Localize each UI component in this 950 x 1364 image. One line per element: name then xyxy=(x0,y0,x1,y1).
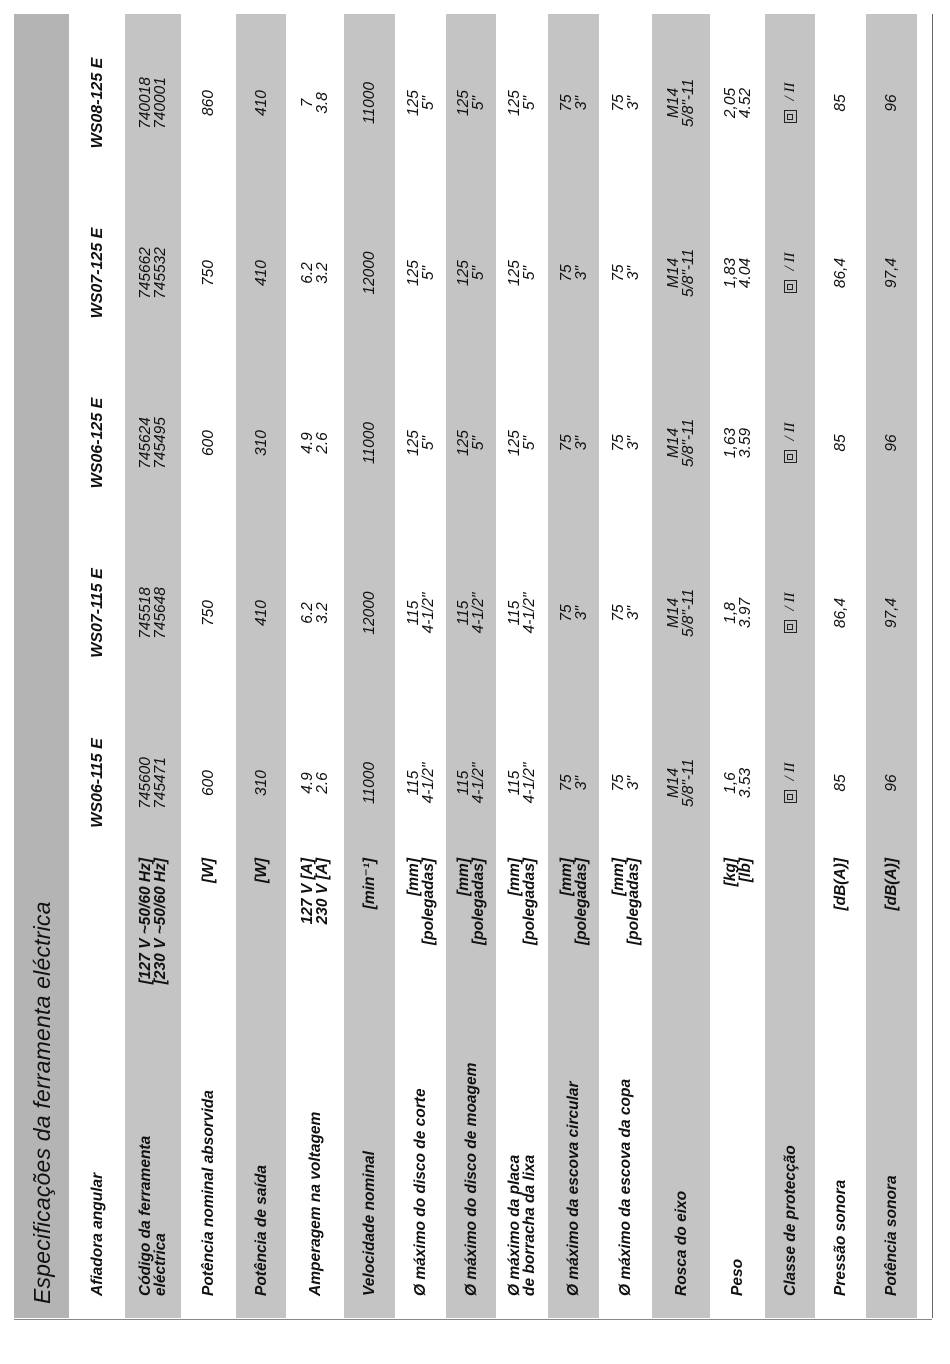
spec-value-line: M14 xyxy=(665,767,682,799)
spec-value-line: 745600 xyxy=(137,757,154,809)
spec-value-line: 115 xyxy=(455,600,472,626)
spec-value xyxy=(181,698,236,868)
spec-unit xyxy=(548,858,599,1013)
spec-value xyxy=(344,18,395,188)
spec-value-line: 11000 xyxy=(361,82,378,124)
spec-value xyxy=(815,358,866,528)
spec-value-line: 6.2 xyxy=(299,262,316,284)
spec-value-line: 2,05 xyxy=(721,87,739,119)
spec-value-line: 5" xyxy=(521,435,538,451)
spec-value xyxy=(236,18,286,188)
spec-value-line: 3" xyxy=(572,775,590,791)
spec-value-line: 2.6 xyxy=(314,772,331,794)
spec-value-line: 5/8"-11 xyxy=(680,418,697,468)
spec-value xyxy=(286,18,344,188)
spec-value xyxy=(710,188,765,358)
spec-value-line: 97,4 xyxy=(883,597,900,629)
spec-value-line: 5/8"-11 xyxy=(680,758,697,808)
spec-value-line: 4.52 xyxy=(736,87,754,119)
spec-unit-line: [polegadas] xyxy=(624,858,642,945)
spec-label-line: Ø máximo da placa xyxy=(506,1154,523,1296)
spec-unit xyxy=(815,858,866,1013)
spec-value-line: 3.97 xyxy=(736,597,754,629)
spec-value-line: M14 xyxy=(665,427,682,459)
spec-value-line: 115 xyxy=(455,770,472,796)
spec-value xyxy=(344,188,395,358)
spec-value-line: 3.53 xyxy=(736,767,754,799)
spec-value xyxy=(652,188,710,358)
model-header xyxy=(69,358,125,528)
spec-value-line: 75 xyxy=(557,94,575,112)
spec-value-line: 1,8 xyxy=(721,602,739,624)
spec-value xyxy=(599,188,652,358)
spec-label-line: Potência sonora xyxy=(883,1175,900,1296)
spec-value xyxy=(652,698,710,868)
spec-value xyxy=(866,358,917,528)
spec-value xyxy=(765,528,815,698)
spec-value xyxy=(236,188,286,358)
spec-value xyxy=(815,188,866,358)
spec-label-line: Rosca do eixo xyxy=(672,1190,690,1296)
spec-row xyxy=(548,14,599,1318)
spec-value xyxy=(125,358,181,528)
spec-unit xyxy=(286,858,344,1013)
spec-value xyxy=(496,528,548,698)
spec-unit-line: [polegadas] xyxy=(419,858,437,945)
spec-value xyxy=(446,698,496,868)
spec-unit xyxy=(599,858,652,1013)
spec-value xyxy=(446,528,496,698)
spec-value-line: 3" xyxy=(572,265,590,281)
spec-value xyxy=(652,18,710,188)
spec-unit xyxy=(181,858,236,1013)
spec-value-line: 75 xyxy=(557,434,575,452)
spec-value-line: 4-1/2" xyxy=(470,592,487,634)
spec-value-line: 4.9 xyxy=(299,772,316,794)
spec-value xyxy=(446,18,496,188)
spec-value-line: 5" xyxy=(470,95,487,111)
spec-value xyxy=(652,358,710,528)
model-name: WS07-125 E xyxy=(88,227,106,319)
spec-value-line: 75 xyxy=(557,774,575,792)
bottom-border-line xyxy=(14,1319,932,1320)
spec-value xyxy=(395,188,446,358)
spec-value xyxy=(548,528,599,698)
spec-value xyxy=(815,698,866,868)
model-header xyxy=(69,698,125,868)
spec-value-line: 115 xyxy=(506,770,523,796)
spec-label-line: Potência nominal absorvida xyxy=(200,1090,217,1296)
spec-value-line: 600 xyxy=(200,430,217,456)
spec-unit-line: [127 V ~50/60 Hz] xyxy=(137,858,154,985)
spec-value xyxy=(548,18,599,188)
spec-row xyxy=(446,14,496,1318)
spec-row xyxy=(866,14,917,1318)
model-header-row xyxy=(69,14,125,1318)
spec-label-line: Peso xyxy=(729,1258,746,1296)
spec-unit-line: [dB(A)] xyxy=(883,858,900,911)
spec-value-line: 125 xyxy=(506,90,523,116)
spec-unit-line: [W] xyxy=(200,858,217,883)
spec-value xyxy=(599,358,652,528)
spec-unit-line: [W] xyxy=(252,858,270,883)
spec-row xyxy=(815,14,866,1318)
spec-value xyxy=(765,698,815,868)
spec-value-line: 3.8 xyxy=(314,92,331,114)
spec-value-line: 5" xyxy=(521,265,538,281)
spec-value-line: 740001 xyxy=(152,77,169,129)
spec-unit-line: [lb] xyxy=(736,858,754,883)
protection-class xyxy=(783,763,798,804)
protection-class-text: / II xyxy=(781,82,798,101)
spec-label-line: Ø máximo do disco de corte xyxy=(412,1088,429,1296)
spec-value-line: 5/8"-11 xyxy=(680,588,697,638)
spec-value xyxy=(395,528,446,698)
spec-value-line: 97,4 xyxy=(883,257,900,289)
spec-unit-line: [mm] xyxy=(506,858,523,896)
spec-value xyxy=(344,528,395,698)
spec-value-line: 3" xyxy=(624,265,642,281)
spec-value xyxy=(125,188,181,358)
spec-value xyxy=(710,698,765,868)
spec-value-line: 410 xyxy=(252,600,270,626)
spec-value-line: 3.2 xyxy=(314,602,331,624)
spec-value-line: 745532 xyxy=(152,247,169,299)
spec-value-line: 3" xyxy=(624,435,642,451)
spec-unit-line: [230 V ~50/60 Hz] xyxy=(152,858,169,985)
spec-unit-line: [min⁻¹] xyxy=(361,858,378,910)
spec-value-line: 75 xyxy=(557,604,575,622)
spec-value-line: 75 xyxy=(609,774,627,792)
protection-class xyxy=(783,253,798,294)
protection-class-text: / II xyxy=(781,762,798,781)
spec-value xyxy=(815,528,866,698)
spec-value-line: 75 xyxy=(609,264,627,282)
double-insulation-icon xyxy=(784,280,797,293)
spec-label-line: Amperagem na voltagem xyxy=(306,1111,324,1296)
spec-unit-line: [kg] xyxy=(721,858,739,887)
spec-value xyxy=(496,698,548,868)
spec-value xyxy=(125,528,181,698)
model-header xyxy=(69,18,125,188)
spec-value-line: 3" xyxy=(624,605,642,621)
spec-value xyxy=(181,528,236,698)
spec-value xyxy=(344,358,395,528)
spec-value-line: M14 xyxy=(665,87,682,119)
spec-unit xyxy=(125,858,181,1013)
spec-value-line: 125 xyxy=(455,90,472,116)
spec-value-line: 5" xyxy=(419,435,437,451)
spec-value xyxy=(125,18,181,188)
spec-value xyxy=(446,358,496,528)
spec-value xyxy=(286,358,344,528)
spec-value xyxy=(496,188,548,358)
spec-value-line: 4-1/2" xyxy=(419,592,437,634)
spec-value xyxy=(710,528,765,698)
protection-class-text: / II xyxy=(781,252,798,271)
spec-value-line: 3" xyxy=(572,95,590,111)
spec-value-line: 3" xyxy=(572,605,590,621)
spec-label-line: Ø máximo do disco de moagem xyxy=(462,1062,480,1296)
spec-value-line: 4-1/2" xyxy=(521,592,538,634)
spec-label xyxy=(652,866,710,1296)
spec-value-line: 3" xyxy=(624,775,642,791)
spec-value-line: 740018 xyxy=(137,77,154,129)
spec-unit xyxy=(446,858,496,1013)
spec-label-line: eléctrica xyxy=(152,1233,169,1296)
model-header xyxy=(69,188,125,358)
spec-value-line: 75 xyxy=(557,264,575,282)
spec-row xyxy=(344,14,395,1318)
spec-unit-line: [polegadas] xyxy=(572,858,590,945)
spec-value-line: 860 xyxy=(200,90,217,116)
spec-value xyxy=(866,528,917,698)
spec-value xyxy=(866,18,917,188)
spec-value-line: 125 xyxy=(404,260,422,286)
spec-row xyxy=(125,14,181,1318)
spec-value-line: 745471 xyxy=(152,757,169,809)
spec-value-line: 12000 xyxy=(361,591,378,635)
spec-row xyxy=(710,14,765,1318)
model-header xyxy=(69,528,125,698)
spec-value xyxy=(286,188,344,358)
spec-label-line: Código da ferramenta xyxy=(137,1135,154,1296)
spec-value xyxy=(236,698,286,868)
spec-unit xyxy=(710,858,765,1013)
spec-value-line: 745624 xyxy=(137,417,154,469)
spec-value xyxy=(866,698,917,868)
spec-value-line: 310 xyxy=(252,770,270,796)
spec-value xyxy=(446,188,496,358)
spec-value-line: 4.04 xyxy=(736,257,754,289)
protection-class-text: / II xyxy=(781,422,798,441)
spec-value-line: 115 xyxy=(506,600,523,626)
spec-value-line: 86,4 xyxy=(832,597,849,629)
spec-row xyxy=(395,14,446,1318)
spec-value-line: 96 xyxy=(883,94,900,112)
double-insulation-icon xyxy=(784,450,797,463)
spec-value xyxy=(765,18,815,188)
spec-value-line: 125 xyxy=(404,430,422,456)
spec-value-line: 4.9 xyxy=(299,432,316,454)
spec-value xyxy=(599,528,652,698)
spec-value-line: 5" xyxy=(470,435,487,451)
product-label xyxy=(69,866,125,1296)
spec-value-line: 11000 xyxy=(361,762,378,804)
spec-value xyxy=(286,698,344,868)
spec-unit-line: [polegadas] xyxy=(470,858,487,945)
spec-unit-line: [mm] xyxy=(609,858,627,896)
protection-class xyxy=(783,83,798,124)
spec-value xyxy=(710,358,765,528)
spec-label-line: Ø máximo da escova circular xyxy=(565,1081,582,1296)
spec-value-line: 1,83 xyxy=(721,257,739,289)
double-insulation-icon xyxy=(784,110,797,123)
spec-unit xyxy=(236,858,286,1013)
spec-value xyxy=(548,188,599,358)
spec-value-line: 125 xyxy=(506,260,523,286)
spec-value xyxy=(236,358,286,528)
right-border-line xyxy=(932,14,933,1318)
spec-value-line: 3.2 xyxy=(314,262,331,284)
spec-value-line: 12000 xyxy=(361,251,378,295)
spec-value xyxy=(710,18,765,188)
spec-value xyxy=(765,188,815,358)
spec-value-line: 745518 xyxy=(137,587,154,639)
spec-value xyxy=(125,698,181,868)
spec-value xyxy=(181,188,236,358)
spec-unit-line: [mm] xyxy=(404,858,422,896)
spec-value-line: 96 xyxy=(883,434,900,452)
rotated-spec-table xyxy=(14,14,932,1318)
spec-value-line: 125 xyxy=(404,90,422,116)
spec-label-line: Potência de saída xyxy=(252,1165,270,1296)
spec-unit xyxy=(496,858,548,1013)
spec-unit-line: [polegadas] xyxy=(521,858,538,945)
product-label-text: Afiadora angular xyxy=(88,1172,106,1296)
spec-value xyxy=(496,18,548,188)
spec-value-line: M14 xyxy=(665,257,682,289)
spec-value-line: 410 xyxy=(252,260,270,286)
spec-unit xyxy=(344,858,395,1013)
protection-class xyxy=(783,423,798,464)
spec-value-line: 5" xyxy=(470,265,487,281)
spec-value-line: 5" xyxy=(419,95,437,111)
spec-value-line: 96 xyxy=(883,774,900,792)
protection-class xyxy=(783,593,798,634)
spec-value-line: 310 xyxy=(252,430,270,456)
spec-value xyxy=(548,698,599,868)
spec-value xyxy=(236,528,286,698)
spec-row xyxy=(181,14,236,1318)
spec-value-line: 86,4 xyxy=(832,257,849,289)
spec-row xyxy=(236,14,286,1318)
spec-value xyxy=(395,698,446,868)
spec-value-line: 750 xyxy=(200,600,217,626)
spec-value-line: 75 xyxy=(609,94,627,112)
spec-value xyxy=(395,18,446,188)
spec-value-line: 7 xyxy=(299,98,316,108)
model-name: WS06-125 E xyxy=(88,397,106,489)
spec-value-line: 5/8"-11 xyxy=(680,248,697,298)
table-end-spacer xyxy=(917,14,932,1318)
spec-value xyxy=(866,188,917,358)
spec-value-line: 125 xyxy=(506,430,523,456)
spec-value-line: 1,63 xyxy=(721,427,739,459)
spec-row xyxy=(652,14,710,1318)
model-name: WS08-125 E xyxy=(88,57,106,149)
spec-value-line: 115 xyxy=(404,600,422,626)
spec-unit xyxy=(395,858,446,1013)
spec-value-line: 6.2 xyxy=(299,602,316,624)
spec-value-line: 750 xyxy=(200,260,217,286)
spec-label-line: de borracha da lixa xyxy=(521,1154,538,1296)
spec-value-line: 2.6 xyxy=(314,432,331,454)
model-name: WS06-115 E xyxy=(88,738,106,828)
spec-value xyxy=(344,698,395,868)
page-title: Especificações da ferramenta eléctrica xyxy=(29,901,55,1304)
spec-value-line: 745662 xyxy=(137,247,154,299)
protection-class-text: / II xyxy=(781,592,798,611)
spec-value xyxy=(599,698,652,868)
spec-value-line: 85 xyxy=(832,774,849,792)
spec-value-line: M14 xyxy=(665,597,682,629)
spec-value xyxy=(181,18,236,188)
spec-value-line: 11000 xyxy=(361,422,378,464)
spec-value-line: 3" xyxy=(624,95,642,111)
spec-value-line: 115 xyxy=(404,770,422,796)
spec-label-line: Pressão sonora xyxy=(832,1179,849,1296)
model-name: WS07-115 E xyxy=(88,568,106,658)
spec-row xyxy=(765,14,815,1318)
spec-unit-line: [mm] xyxy=(557,858,575,896)
title-bar xyxy=(14,14,69,1318)
spec-value-line: 75 xyxy=(609,604,627,622)
spec-value-line: 4-1/2" xyxy=(470,762,487,804)
double-insulation-icon xyxy=(784,620,797,633)
spec-value-line: 85 xyxy=(832,434,849,452)
spec-value xyxy=(181,358,236,528)
spec-value-line: 5" xyxy=(419,265,437,281)
spec-label-line: Ø máximo da escova da copa xyxy=(617,1078,634,1296)
spec-value xyxy=(496,358,548,528)
spec-value-line: 75 xyxy=(609,434,627,452)
spec-value-line: 745495 xyxy=(152,417,169,469)
spec-value-line: 745648 xyxy=(152,587,169,639)
spec-value xyxy=(815,18,866,188)
spec-row xyxy=(599,14,652,1318)
spec-value xyxy=(599,18,652,188)
spec-value xyxy=(395,358,446,528)
spec-value xyxy=(765,358,815,528)
spec-label-line: Classe de protecção xyxy=(781,1145,799,1296)
spec-value-line: 125 xyxy=(455,260,472,286)
spec-row xyxy=(286,14,344,1318)
spec-row xyxy=(496,14,548,1318)
spec-label xyxy=(765,866,815,1296)
spec-value-line: 5" xyxy=(521,95,538,111)
spec-value xyxy=(548,358,599,528)
spec-value-line: 125 xyxy=(455,430,472,456)
spec-value xyxy=(652,528,710,698)
spec-label-line: Velocidade nominal xyxy=(361,1151,378,1296)
double-insulation-icon xyxy=(784,790,797,803)
spec-value-line: 410 xyxy=(252,90,270,116)
spec-value xyxy=(286,528,344,698)
spec-value-line: 3" xyxy=(572,435,590,451)
spec-unit xyxy=(866,858,917,1013)
spec-value-line: 600 xyxy=(200,770,217,796)
spec-unit-line: 230 V [A] xyxy=(314,858,331,925)
spec-unit-line: [dB(A)] xyxy=(832,858,849,911)
spec-sheet xyxy=(14,14,932,1318)
spec-value-line: 4-1/2" xyxy=(419,762,437,804)
spec-unit-line: [mm] xyxy=(455,858,472,896)
spec-value-line: 4-1/2" xyxy=(521,762,538,804)
spec-value-line: 1,6 xyxy=(721,772,739,794)
spec-value-line: 3.59 xyxy=(736,427,754,459)
spec-unit-line: 127 V [A] xyxy=(299,858,316,925)
spec-value-line: 5/8"-11 xyxy=(680,78,697,128)
spec-value-line: 85 xyxy=(832,94,849,112)
